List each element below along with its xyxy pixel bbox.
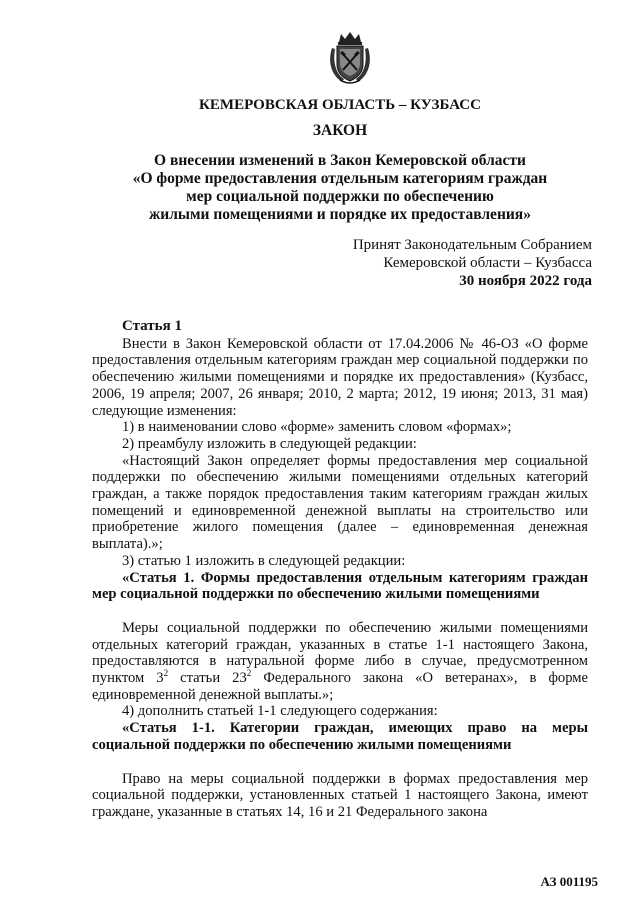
adoption-date: 30 ноября 2022 года xyxy=(459,273,592,289)
adoption-block xyxy=(353,236,592,290)
adopted-by-line: Принят Законодательным Собранием xyxy=(352,237,592,253)
text-part: Меры социальной поддержки по обеспечению жилыми помещениями отдельных категорий граждан, указанных в статье 1-1 настоящего Закона, предоставляются в натуральной форме либо в случае, предусмотренном пунктом 3 xyxy=(92,619,588,687)
spacer xyxy=(92,603,588,620)
new-article-1-text xyxy=(92,620,588,704)
superscript: 2 xyxy=(246,668,252,679)
spacer xyxy=(92,754,588,771)
amendment-item-2: 2) преамбулу изложить в следующей редакции: xyxy=(122,435,417,452)
superscript: 2 xyxy=(163,668,169,679)
region-name: КЕМЕРОВСКАЯ ОБЛАСТЬ – КУЗБАСС xyxy=(199,97,481,113)
serial-number: АЗ 001195 xyxy=(540,874,598,889)
article-intro: Внести в Закон Кемеровской области от 17.04.2006 № 46-ОЗ «О форме предоставления отдельным категориям граждан мер социальной поддержки по обеспечению жилыми помещениями и порядке их предоставления» (Кузбасс, 2006, 19 апреля; 2007, 26 января; 2010, 2 марта; 2012, 19 июня; 2013, 31 мая) следующие изменения: xyxy=(92,335,588,419)
law-title-line: жилыми помещениями и порядке их предоставления» xyxy=(149,206,531,223)
new-article-1-title: «Статья 1. Формы предоставления отдельным категориям граждан мер социальной поддержки по обеспечению жилыми помещениями xyxy=(92,569,588,603)
amendment-item-3: 3) статью 1 изложить в следующей редакции: xyxy=(122,552,406,569)
preamble-text: «Настоящий Закон определяет формы предоставления мер социальной поддержки по обеспечению жилыми помещениями отдельных категорий граждан, а также порядок предоставления таким категориям граждан жилых помещений и единовременной денежной выплаты на строительство или приобретение жилого помещения (далее – единовременная денежная выплата).»; xyxy=(92,452,588,553)
law-title-line: мер социальной поддержки по обеспечению xyxy=(186,188,494,205)
article-1-body xyxy=(92,318,588,821)
text-part: статьи 23 xyxy=(168,670,247,687)
text-part: Федерального закона «О ветеранах», в форме единовременной денежной выплаты.»; xyxy=(92,670,589,703)
amendment-item-4: 4) дополнить статьей 1-1 следующего содержания: xyxy=(122,703,438,720)
new-article-1-1-text: Право на меры социальной поддержки в формах предоставления мер социальной поддержки, установленных статьей 1 настоящего Закона, имеют граждане, указанные в статьях 14, 16 и 21 Федерального закона xyxy=(92,770,588,820)
law-title-line: «О форме предоставления отдельным категориям граждан xyxy=(132,170,548,187)
new-article-1-1-title: «Статья 1-1. Категории граждан, имеющих право на меры социальной поддержки по обеспечению жилыми помещениями xyxy=(92,720,588,753)
article-heading: Статья 1 xyxy=(122,318,182,334)
coat-of-arms-icon xyxy=(326,30,374,86)
law-title xyxy=(80,152,600,224)
amendment-item-1: 1) в наименовании слово «форме» заменить словом «формах»; xyxy=(122,419,512,436)
document-type: ЗАКОН xyxy=(312,122,368,139)
adopted-by-region-line: Кемеровской области – Кузбасса xyxy=(383,255,592,271)
law-title-line: О внесении изменений в Закон Кемеровской области xyxy=(154,152,526,169)
